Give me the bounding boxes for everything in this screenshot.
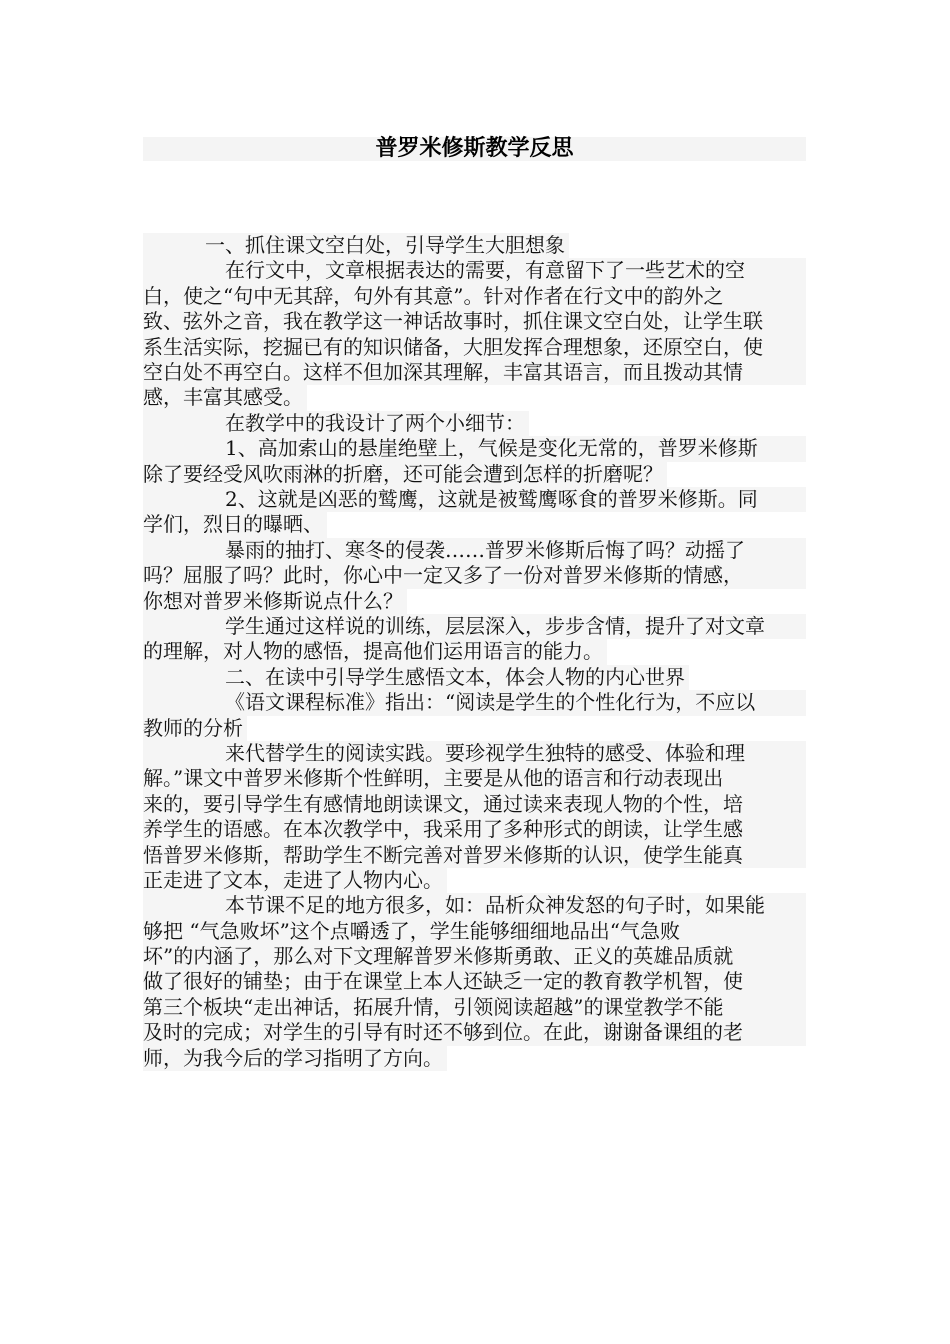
paragraph-line: 1、高加索山的悬崖绝壁上，气候是变化无常的，普罗米修斯 (143, 436, 806, 461)
paragraph-line: 在行文中，文章根据表达的需要，有意留下了一些艺术的空 (143, 258, 806, 283)
paragraph-line: 除了要经受风吹雨淋的折磨，还可能会遭到怎样的折磨呢？ (143, 462, 667, 487)
paragraph-line: 够把 “气急败坏”这个点嚼透了，学生能够细细地品出“气急败 (143, 919, 806, 944)
paragraph-line: 暴雨的抽打、寒冬的侵袭……普罗米修斯后悔了吗？动摇了 (143, 538, 806, 563)
paragraph-line: 致、弦外之音，我在教学这一神话故事时，抓住课文空白处，让学生联 (143, 309, 806, 334)
paragraph-line: 2、这就是凶恶的鹫鹰，这就是被鹫鹰啄食的普罗米修斯。同 (143, 487, 806, 512)
paragraph-line: 的理解，对人物的感悟，提高他们运用语言的能力。 (143, 639, 607, 664)
document-body (143, 233, 806, 1071)
paragraph-line: 感，丰富其感受。 (143, 385, 307, 410)
document-title: 普罗米修斯教学反思 (375, 136, 574, 161)
paragraph-line: 学们，烈日的曝晒、 (143, 512, 327, 537)
paragraph-line: 做了很好的铺垫；由于在课堂上本人还缺乏一定的教育教学机智，使 (143, 969, 806, 994)
paragraph-line: 本节课不足的地方很多，如：品析众神发怒的句子时，如果能 (143, 893, 806, 918)
paragraph-line: 来的，要引导学生有感情地朗读课文，通过读来表现人物的个性，培 (143, 792, 806, 817)
section-heading-1: 一、抓住课文空白处，引导学生大胆想象 (143, 233, 569, 258)
paragraph-line: 正走进了文本，走进了人物内心。 (143, 868, 447, 893)
paragraph-line: 空白处不再空白。这样不但加深其理解，丰富其语言，而且拨动其情 (143, 360, 806, 385)
paragraph-line: 《语文课程标准》指出：“阅读是学生的个性化行为，不应以 (143, 690, 806, 715)
paragraph-line: 你想对普罗米修斯说点什么？ (143, 589, 407, 614)
paragraph-line: 师，为我今后的学习指明了方向。 (143, 1046, 447, 1071)
paragraph-line: 在教学中的我设计了两个小细节： (143, 411, 529, 436)
paragraph-line: 养学生的语感。在本次教学中，我采用了多种形式的朗读，让学生感 (143, 817, 806, 842)
paragraph-line: 坏”的内涵了，那么对下文理解普罗米修斯勇敢、正义的英雄品质就 (143, 944, 806, 969)
section-heading-2: 二、在读中引导学生感悟文本，体会人物的内心世界 (143, 665, 689, 690)
paragraph-line: 解。”课文中普罗米修斯个性鲜明，主要是从他的语言和行动表现出 (143, 766, 806, 791)
paragraph-line: 教师的分析 (143, 716, 247, 741)
paragraph-line: 白，使之“句中无其辞，句外有其意”。针对作者在行文中的韵外之 (143, 284, 806, 309)
paragraph-line: 学生通过这样说的训练，层层深入，步步含情，提升了对文章 (143, 614, 806, 639)
paragraph-line: 悟普罗米修斯，帮助学生不断完善对普罗米修斯的认识，使学生能真 (143, 843, 806, 868)
paragraph-line: 系生活实际，挖掘已有的知识储备，大胆发挥合理想象，还原空白，使 (143, 335, 806, 360)
paragraph-line: 吗？屈服了吗？此时，你心中一定又多了一份对普罗米修斯的情感， (143, 563, 806, 588)
paragraph-line: 来代替学生的阅读实践。要珍视学生独特的感受、体验和理 (143, 741, 806, 766)
paragraph-line: 及时的完成；对学生的引导有时还不够到位。在此，谢谢备课组的老 (143, 1020, 806, 1045)
paragraph-line: 第三个板块“走出神话，拓展升情，引领阅读超越”的课堂教学不能 (143, 995, 806, 1020)
